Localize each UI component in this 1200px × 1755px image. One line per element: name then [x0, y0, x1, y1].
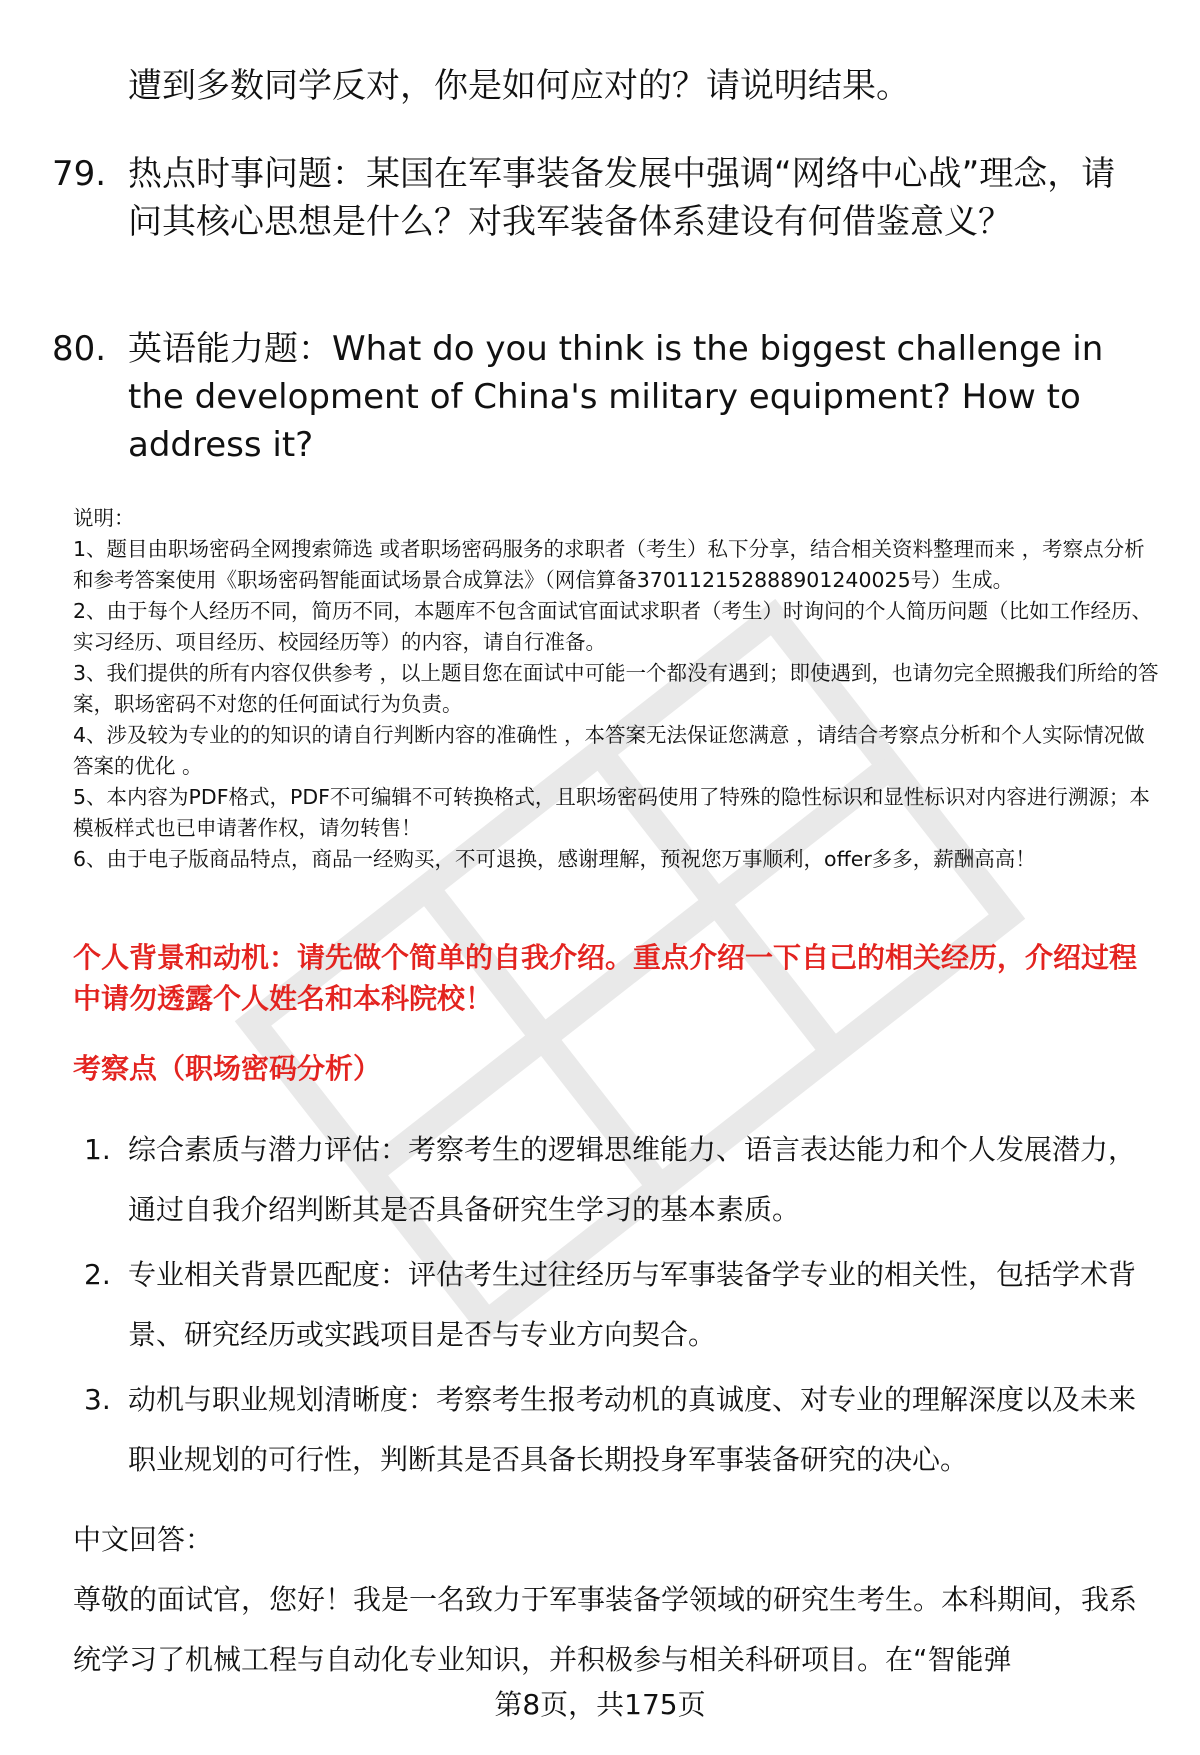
question-text: 英语能力题：What do you think is the biggest challenge in the development of China's military equipment? How to address it?	[128, 329, 1104, 465]
note-item: 6、由于电子版商品特点，商品一经购买，不可退换，感谢理解，预祝您万事顺利，offer多多，薪酬高高！	[73, 847, 1036, 871]
question-number: 80.	[52, 329, 107, 369]
answer-label: 中文回答：	[73, 1523, 214, 1556]
point-text: 动机与职业规划清晰度：考察考生报考动机的真诚度、对专业的理解深度以及未来职业规划的可行性，判断其是否具备长期投身军事装备研究的决心。	[128, 1383, 1137, 1476]
note-item: 4、涉及较为专业的的知识的请自行判断内容的准确性 ，本答案无法保证您满意 ，请结合考察点分析和个人实际情况做答案的优化 。	[73, 723, 1145, 778]
point-number: 1.	[84, 1133, 111, 1166]
prev-question-continuation: 遭到多数同学反对，你是如何应对的？请说明结果。	[128, 66, 910, 106]
answer-text: 尊敬的面试官，您好！我是一名致力于军事装备学领域的研究生考生。本科期间，我系统学习了机械工程与自动化专业知识，并积极参与相关科研项目。在“智能弹	[73, 1583, 1138, 1676]
point-number: 2.	[84, 1258, 111, 1291]
note-item: 3、我们提供的所有内容仅供参考 ，以上题目您在面试中可能一个都没有遇到；即使遇到，也请勿完全照搬我们所给的答案，职场密码不对您的任何面试行为负责。	[73, 661, 1159, 716]
question-text: 热点时事问题：某国在军事装备发展中强调“网络中心战”理念，请问其核心思想是什么？对我军装备体系建设有何借鉴意义？	[128, 154, 1116, 242]
analysis-heading: 考察点（职场密码分析）	[73, 1052, 382, 1085]
notes-block	[73, 503, 1163, 875]
section-title: 个人背景和动机：请先做个简单的自我介绍。重点介绍一下自己的相关经历，介绍过程中请勿透露个人姓名和本科院校！	[73, 941, 1138, 1015]
question-number: 79.	[52, 154, 107, 194]
point-text: 专业相关背景匹配度：评估考生过往经历与军事装备学专业的相关性，包括学术背景、研究经历或实践项目是否与专业方向契合。	[128, 1258, 1137, 1351]
notes-heading: 说明：	[73, 506, 135, 530]
note-item: 5、本内容为PDF格式，PDF不可编辑不可转换格式，且职场密码使用了特殊的隐性标识和显性标识对内容进行溯源；本模板样式也已申请著作权，请勿转售！	[73, 785, 1150, 840]
point-number: 3.	[84, 1383, 111, 1416]
note-item: 2、由于每个人经历不同，简历不同，本题库不包含面试官面试求职者（考生）时询问的个人简历问题（比如工作经历、实习经历、项目经历、校园经历等）的内容，请自行准备。	[73, 599, 1153, 654]
note-item: 1、题目由职场密码全网搜索筛选 或者职场密码服务的求职者（考生）私下分享，结合相关资料整理而来 ，考察点分析和参考答案使用《职场密码智能面试场景合成算法》（网信算备370112152888901240025号）生成。	[73, 537, 1145, 592]
page-footer: 第8页，共175页	[494, 1688, 706, 1721]
point-text: 综合素质与潜力评估：考察考生的逻辑思维能力、语言表达能力和个人发展潜力，通过自我介绍判断其是否具备研究生学习的基本素质。	[128, 1133, 1137, 1226]
